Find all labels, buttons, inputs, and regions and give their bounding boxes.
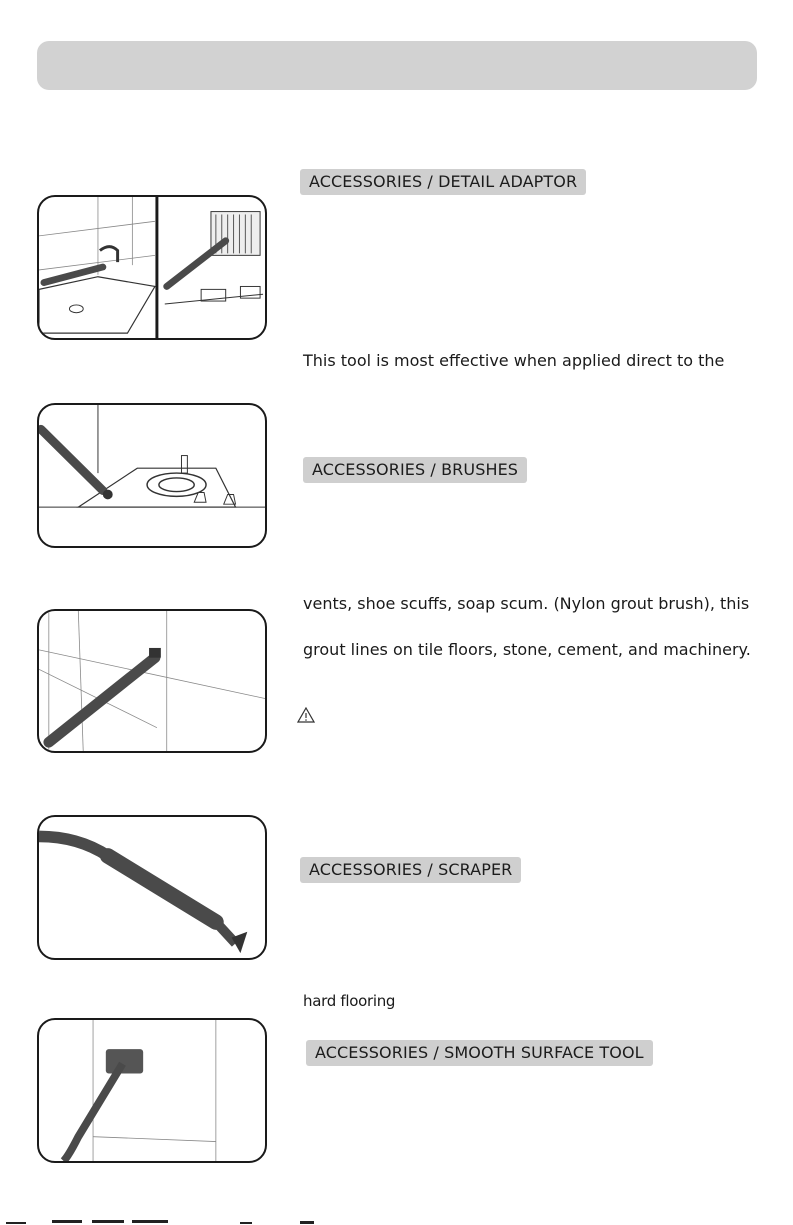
- detail-adaptor-illustration: [37, 195, 267, 340]
- brush-description-line-1: vents, shoe scuffs, soap scum. (Nylon grout brush), this: [303, 594, 750, 613]
- scraper-heading: ACCESSORIES / SCRAPER: [300, 857, 521, 883]
- bottom-edge-marks: [0, 1217, 793, 1225]
- grout-brush-illustration: [37, 609, 267, 753]
- smooth-surface-tool-heading: ACCESSORIES / SMOOTH SURFACE TOOL: [306, 1040, 653, 1066]
- detail-adaptor-heading: ACCESSORIES / DETAIL ADAPTOR: [300, 169, 586, 195]
- adaptor-description: This tool is most effective when applied direct to the: [303, 351, 725, 370]
- warning-triangle-icon: [297, 707, 315, 723]
- brush-description-line-2: grout lines on tile floors, stone, cement, and machinery.: [303, 640, 751, 659]
- header-bar: [37, 41, 757, 90]
- scraper-illustration: [37, 815, 267, 960]
- brushes-heading: ACCESSORIES / BRUSHES: [303, 457, 527, 483]
- brushes-illustration: [37, 403, 267, 548]
- smooth-surface-tool-illustration: [37, 1018, 267, 1163]
- scraper-description: hard flooring: [303, 992, 396, 1010]
